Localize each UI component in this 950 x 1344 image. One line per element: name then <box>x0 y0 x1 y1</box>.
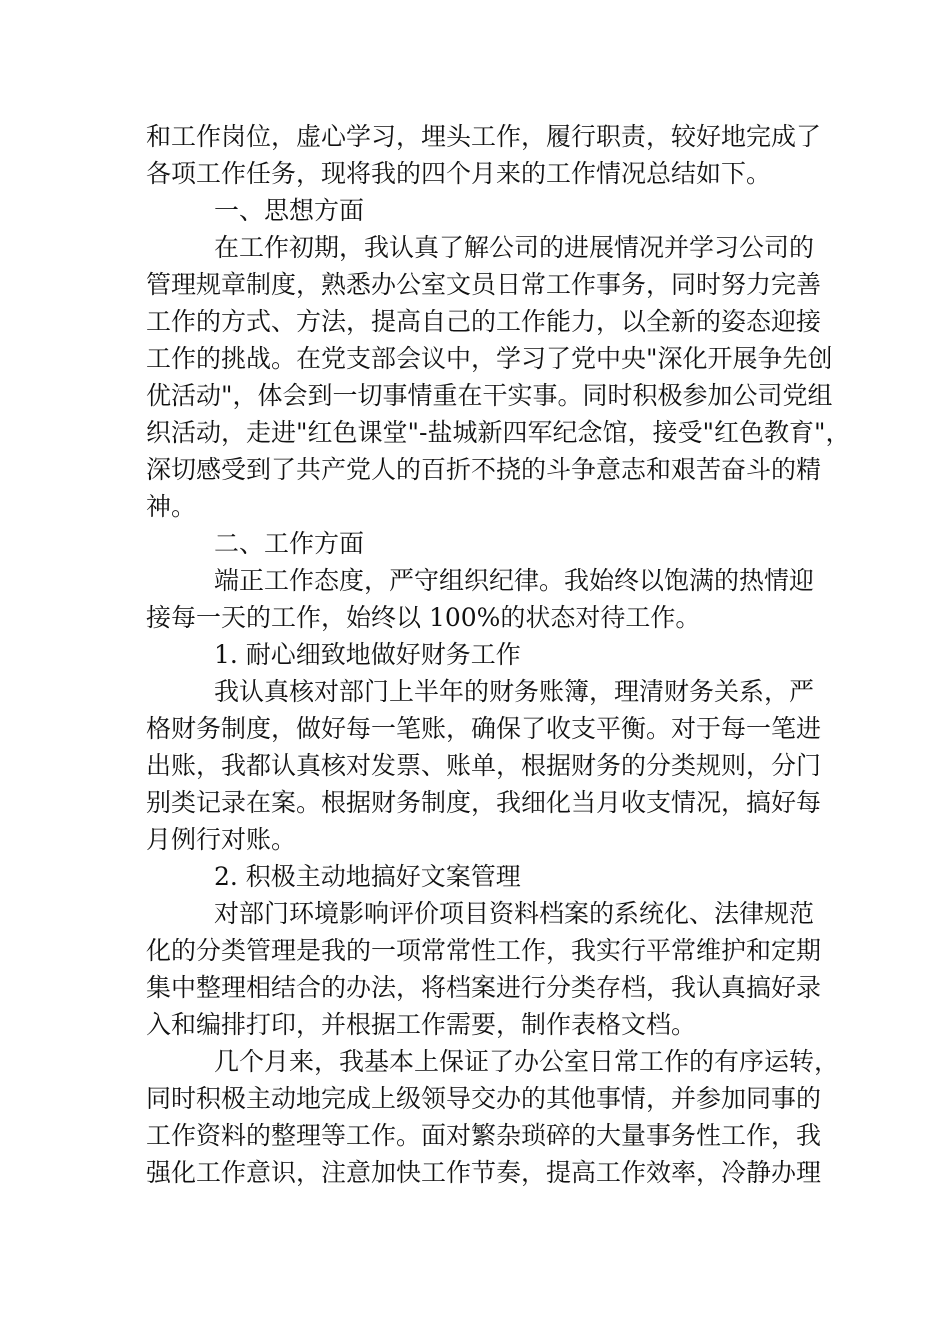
subsection-heading: 2. 积极主动地搞好文案管理 <box>214 862 521 891</box>
text-line: 出账，我都认真核对发票、账单，根据财务的分类规则，分门 <box>146 751 822 780</box>
section-heading: 一、思想方面 <box>214 196 365 225</box>
section-heading: 二、工作方面 <box>214 529 365 558</box>
text-line: 同时积极主动地完成上级领导交办的其他事情，并参加同事的 <box>146 1084 822 1113</box>
text-line: 我认真核对部门上半年的财务账簿，理清财务关系，严 <box>214 677 815 706</box>
text-line: 工作的挑战。在党支部会议中，学习了党中央"深化开展争先创 <box>146 344 833 373</box>
text-line: 化的分类管理是我的一项常常性工作，我实行平常维护和定期 <box>146 936 822 965</box>
text-line: 神。 <box>146 492 197 521</box>
text-line: 月例行对账。 <box>146 825 297 854</box>
text-line: 工作资料的整理等工作。面对繁杂琐碎的大量事务性工作，我 <box>146 1121 822 1150</box>
text-line: 端正工作态度，严守组织纪律。我始终以饱满的热情迎 <box>214 566 815 595</box>
text-line: 格财务制度，做好每一笔账，确保了收支平衡。对于每一笔进 <box>146 714 822 743</box>
text-line: 在工作初期，我认真了解公司的进展情况并学习公司的 <box>214 233 815 262</box>
text-line: 工作的方式、方法，提高自己的工作能力，以全新的姿态迎接 <box>146 307 822 336</box>
text-line: 对部门环境影响评价项目资料档案的系统化、法律规范 <box>214 899 815 928</box>
text-line: 强化工作意识，注意加快工作节奏，提高工作效率，冷静办理 <box>146 1158 822 1187</box>
text-line: 别类记录在案。根据财务制度，我细化当月收支情况，搞好每 <box>146 788 822 817</box>
text-line: 入和编排打印，并根据工作需要，制作表格文档。 <box>146 1010 697 1039</box>
text-line: 集中整理相结合的办法，将档案进行分类存档，我认真搞好录 <box>146 973 822 1002</box>
text-line: 接每一天的工作，始终以 100%的状态对待工作。 <box>146 603 701 632</box>
text-line: 各项工作任务，现将我的四个月来的工作情况总结如下。 <box>146 159 772 188</box>
document-body <box>146 118 851 1191</box>
text-line: 织活动，走进"红色课堂"-盐城新四军纪念馆，接受"红色教育"， <box>146 418 851 447</box>
text-line: 优活动"，体会到一切事情重在干实事。同时积极参加公司党组 <box>146 381 833 410</box>
text-line: 和工作岗位，虚心学习，埋头工作，履行职责，较好地完成了 <box>146 122 822 151</box>
text-line: 管理规章制度，熟悉办公室文员日常工作事务，同时努力完善 <box>146 270 822 299</box>
text-line: 深切感受到了共产党人的百折不挠的斗争意志和艰苦奋斗的精 <box>146 455 822 484</box>
subsection-heading: 1. 耐心细致地做好财务工作 <box>214 640 521 669</box>
text-line: 几个月来，我基本上保证了办公室日常工作的有序运转， <box>214 1047 840 1076</box>
